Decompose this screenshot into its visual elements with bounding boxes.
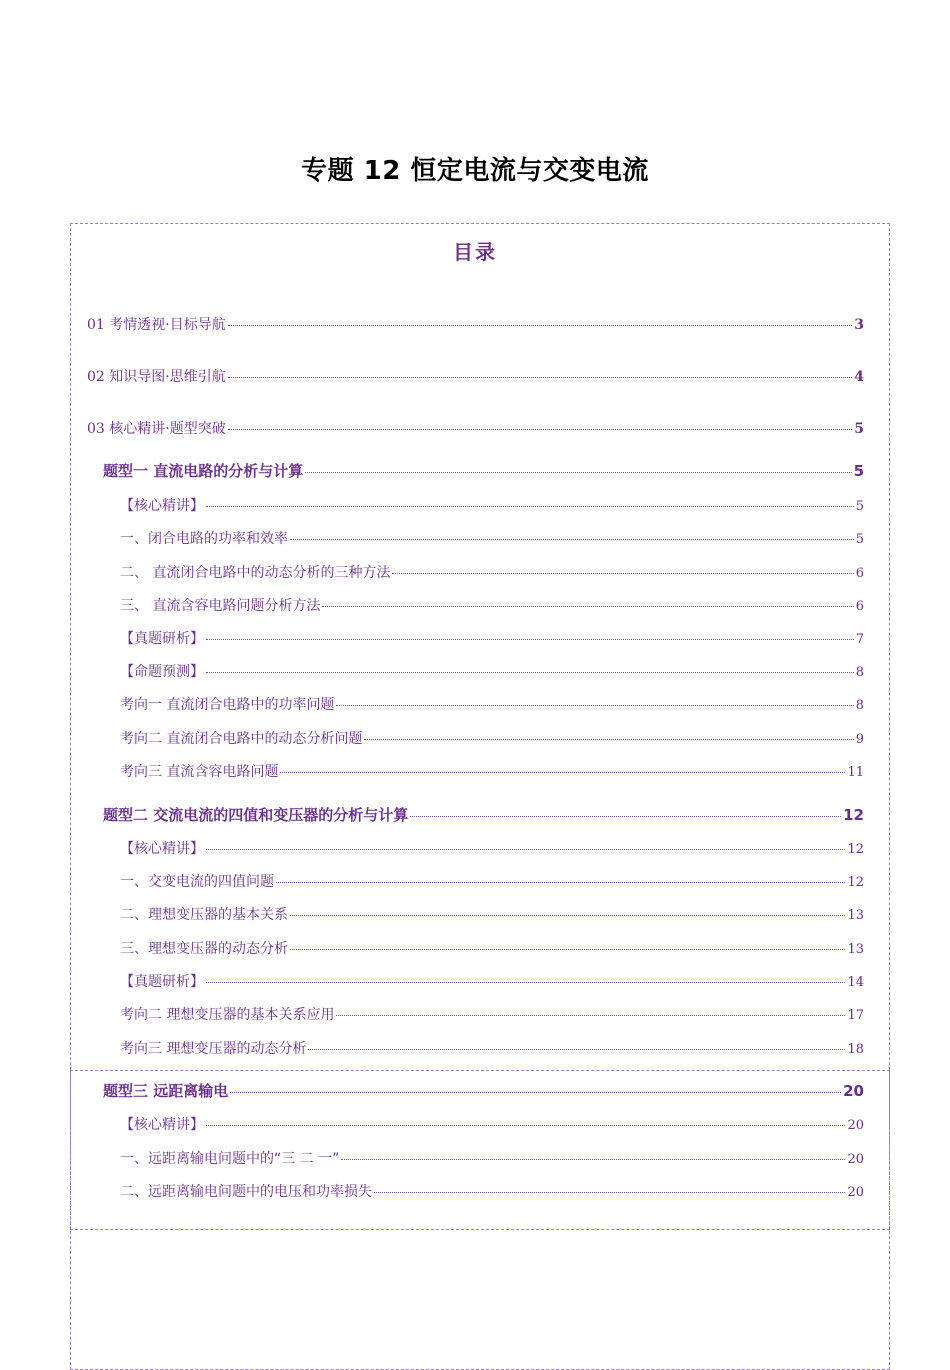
toc-entry-label: 一、远距离输电问题中的“三 二 一” [120,1151,340,1167]
toc-leader-dots [206,982,845,983]
toc-entry-label: 一、闭合电路的功率和效率 [120,531,288,547]
toc-entry-label: 【核心精讲】 [120,841,204,857]
toc-leader-dots [374,1192,845,1193]
toc-entry-label: 二、 直流闭合电路中的动态分析的三种方法 [120,565,391,581]
toc-leader-dots [280,772,845,773]
toc-entry[interactable] [120,938,864,958]
toc-entry-label: 三、理想变压器的动态分析 [120,941,288,957]
toc-leader-dots [206,672,854,673]
toc-entry-page: 20 [847,1152,864,1167]
toc-entry[interactable] [120,528,864,548]
toc-entry-label: 题型三 远距离输电 [103,1082,229,1100]
toc-entry[interactable] [120,1004,864,1024]
toc-entry-page: 6 [855,599,864,614]
toc-entry[interactable] [120,904,864,924]
toc-entry-page: 17 [847,1008,864,1023]
toc-entry-section[interactable] [103,804,864,825]
toc-entry[interactable] [120,1114,864,1134]
toc-entry-label: 02 知识导图·思维引航 [87,369,226,385]
toc-entry[interactable] [120,495,864,515]
toc-entry-page: 12 [847,842,864,857]
toc-entry[interactable] [120,1148,864,1168]
toc-entry-page: 7 [855,632,864,647]
toc-leader-dots [364,739,853,740]
toc-leader-dots [341,1159,845,1160]
toc-leader-dots [290,915,845,916]
toc-entry-label: 三、 直流含容电路问题分析方法 [120,598,321,614]
toc-entry[interactable] [120,595,864,615]
toc-entry-label: 二、远距离输电问题中的电压和功率损失 [120,1184,372,1200]
toc-entry[interactable] [120,562,864,582]
toc-entry-label: 考向二 理想变压器的基本关系应用 [120,1007,335,1023]
toc-leader-dots [290,539,854,540]
toc-entry-label: 【核心精讲】 [120,1117,204,1133]
toc-leader-dots [336,705,853,706]
toc-entry[interactable] [120,728,864,748]
toc-entry[interactable] [87,418,864,438]
toc-entry-page: 12 [843,806,864,824]
toc-entry-label: 考向三 直流含容电路问题 [120,764,279,780]
toc-entry[interactable] [120,661,864,681]
toc-entry-page: 20 [847,1118,864,1133]
toc-entry-label: 题型二 交流电流的四值和变压器的分析与计算 [103,806,409,824]
toc-leader-dots [322,606,853,607]
toc-leader-dots [206,1125,845,1126]
toc-entry-page: 13 [847,942,864,957]
toc-entry[interactable] [87,314,864,334]
toc-leader-dots [206,639,854,640]
toc-leader-dots [305,472,851,473]
toc-leader-dots [308,1049,845,1050]
toc-entry[interactable] [120,694,864,714]
toc-entry-label: 考向二 直流闭合电路中的动态分析问题 [120,731,363,747]
toc-leader-dots [230,1092,841,1093]
toc-entry[interactable] [120,628,864,648]
toc-entry-section[interactable] [103,460,864,481]
toc-leader-dots [206,849,845,850]
toc-entry-label: 01 考情透视·目标导航 [87,317,226,333]
toc-entry-page: 12 [847,875,864,890]
toc-entry[interactable] [120,1038,864,1058]
toc-entry[interactable] [120,838,864,858]
toc-entry-label: 【核心精讲】 [120,498,204,514]
toc-entry-section[interactable] [103,1080,864,1101]
toc-leader-dots [276,882,845,883]
toc-entry[interactable] [120,1181,864,1201]
document-title: 专题 12 恒定电流与交变电流 [301,156,649,186]
toc-entry-page: 5 [854,421,864,437]
toc-entry-page: 20 [843,1082,864,1100]
toc-entry-label: 【真题研析】 [120,974,204,990]
toc-leader-dots [290,949,845,950]
toc-entry-label: 考向三 理想变压器的动态分析 [120,1041,307,1057]
toc-entry[interactable] [87,366,864,386]
toc-entry-page: 5 [855,532,864,547]
toc-entry-page: 4 [854,369,864,385]
toc-entry-page: 8 [855,665,864,680]
toc-leader-dots [228,429,853,430]
toc-entry-page: 20 [847,1185,864,1200]
toc-entry-label: 【命题预测】 [120,664,204,680]
toc-leader-dots [410,816,841,817]
toc-entry-label: 二、理想变压器的基本关系 [120,907,288,923]
toc-entry-page: 8 [855,698,864,713]
toc-entry-label: 【真题研析】 [120,631,204,647]
toc-entry-page: 3 [854,317,864,333]
toc-entry-page: 5 [853,462,864,480]
toc-entry-page: 13 [847,908,864,923]
toc-entry[interactable] [120,971,864,991]
toc-entry-page: 11 [847,765,864,780]
toc-leader-dots [392,573,853,574]
toc-entry-page: 6 [855,566,864,581]
toc-entry-page: 18 [847,1042,864,1057]
toc-entry-label: 题型一 直流电路的分析与计算 [103,462,304,480]
toc-entry-label: 03 核心精讲·题型突破 [87,421,226,437]
toc-entry-label: 考向一 直流闭合电路中的功率问题 [120,697,335,713]
toc-leader-dots [206,506,854,507]
toc-entry-page: 5 [855,499,864,514]
toc-entry[interactable] [120,761,864,781]
toc-leader-dots [228,325,853,326]
toc-entry-label: 一、交变电流的四值问题 [120,874,274,890]
toc-entry-page: 9 [855,732,864,747]
toc-heading: 目录 [453,240,497,264]
toc-entry-page: 14 [847,975,864,990]
toc-leader-dots [336,1015,845,1016]
toc-entry[interactable] [120,871,864,891]
toc-leader-dots [228,377,853,378]
